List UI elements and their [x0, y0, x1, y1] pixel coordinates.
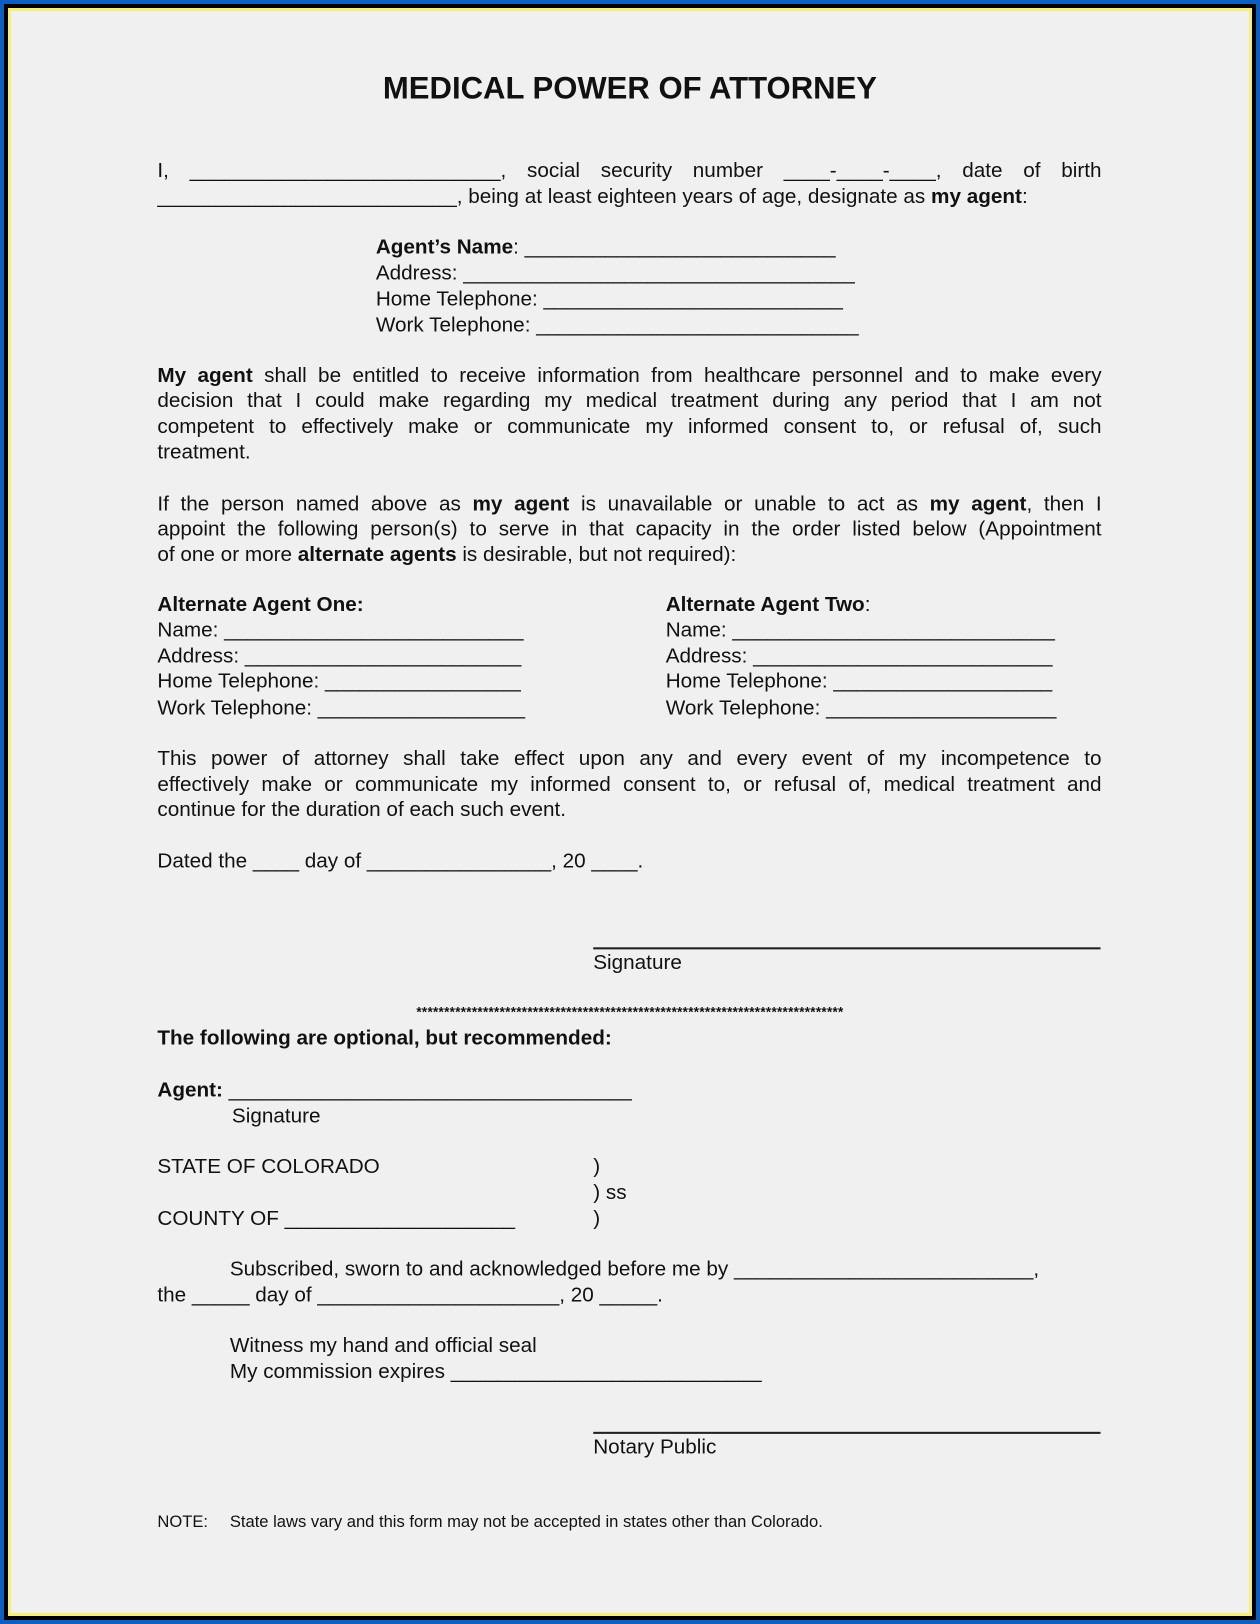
note-text: State laws vary and this form may not be accepted in states other than Colorado. — [229, 1513, 823, 1532]
p2-bold: my agent — [929, 492, 1027, 516]
agent-name-label: Agent’s Name — [375, 236, 514, 259]
p1-line-2: decision that I could make regarding my medical treatment during any period that I am not — [157, 389, 1102, 413]
separator-asterisks: ***************************************************************************** — [416, 1004, 844, 1020]
p1-text: shall be entitled to receive information from healthcare personnel and to make every — [252, 364, 1102, 388]
alt2-work-phone-field: Work Telephone: ____________________ — [665, 696, 1057, 720]
witness-line: Witness my hand and official seal — [229, 1334, 537, 1358]
p2-bold: my agent — [472, 492, 570, 516]
alt1-address-field: Address: ________________________ — [157, 644, 522, 668]
alt1-heading: Alternate Agent One: — [157, 593, 364, 617]
note-label: NOTE: — [157, 1513, 208, 1532]
alt2-heading — [666, 592, 871, 617]
agent-address-field: Address: __________________________________ — [375, 261, 855, 285]
agent-name-blank: : ___________________________ — [513, 236, 836, 259]
agent-signature-field — [157, 1078, 631, 1103]
p2-text: of one or more — [157, 543, 298, 567]
alt2-heading-text: Alternate Agent Two — [665, 593, 865, 617]
p2-line-2: appoint the following person(s) to serve in that capacity in the order listed below (Appointment — [157, 517, 1102, 541]
p1-line-3: competent to effectively make or communicate my informed consent to, or refusal of, such — [157, 415, 1102, 438]
optional-heading: The following are optional, but recommended: — [157, 1027, 612, 1050]
dated-line: Dated the ____ day of ________________, 20 ____. — [157, 849, 644, 873]
agent-name-field — [376, 235, 836, 260]
p2-text: , then I — [1026, 492, 1102, 516]
p2-text: If the person named above as — [157, 492, 473, 516]
county-field: COUNTY OF ____________________ — [157, 1207, 515, 1230]
p1-line-1 — [157, 363, 1101, 388]
p3-line-3: continue for the duration of each such event. — [157, 798, 567, 821]
p2-text: is desirable, but not required): — [456, 543, 737, 567]
paren-1: ) — [593, 1155, 601, 1179]
subscribed-line: Subscribed, sworn to and acknowledged before me by __________________________, — [229, 1257, 1040, 1281]
p2-line-1 — [157, 492, 1101, 517]
signature-label: Signature — [593, 951, 682, 975]
agent-signature-caption: Signature — [231, 1104, 321, 1128]
p1-line-4: treatment. — [157, 441, 251, 464]
alt1-work-phone-field: Work Telephone: __________________ — [157, 696, 526, 720]
intro-bold: my agent — [931, 185, 1022, 209]
alt2-colon: : — [864, 593, 871, 617]
notary-public-label: Notary Public — [593, 1435, 717, 1459]
commission-line: My commission expires ___________________________ — [229, 1360, 762, 1384]
intro-text: __________________________, being at least eighteen years of age, designate as — [157, 185, 932, 209]
p2-text: is unavailable or unable to act as — [569, 492, 930, 516]
p3-line-1: This power of attorney shall take effect upon any and every event of my incompetence to — [157, 747, 1102, 771]
intro-line-2 — [157, 184, 1027, 209]
paren-ss: ) ss — [593, 1181, 627, 1205]
paren-3: ) — [593, 1207, 601, 1230]
alt2-address-field: Address: __________________________ — [665, 644, 1053, 668]
alt2-home-phone-field: Home Telephone: ___________________ — [665, 669, 1053, 693]
p1-bold: My agent — [157, 364, 253, 388]
alt1-home-phone-field: Home Telephone: _________________ — [157, 669, 521, 693]
subscribed-date-line: the _____ day of _____________________, 20 _____. — [157, 1283, 663, 1307]
agent-signature-label: Agent: — [157, 1078, 223, 1102]
p2-line-3 — [157, 542, 1101, 567]
agent-signature-blank: ___________________________________ — [222, 1078, 632, 1102]
signature-line — [593, 947, 1100, 949]
intro-line-1: I, ___________________________, social security number ____-____-____, date of birth — [157, 159, 1102, 183]
state-label: STATE OF COLORADO — [157, 1155, 380, 1179]
notary-signature-line — [593, 1432, 1100, 1434]
p3-line-2: effectively make or communicate my informed consent to, or refusal of, medical treatment and — [157, 773, 1102, 797]
document-title: MEDICAL POWER OF ATTORNEY — [382, 71, 878, 106]
p2-bold: alternate agents — [297, 543, 457, 567]
alt2-name-field: Name: ____________________________ — [665, 619, 1055, 642]
alt1-name-field: Name: __________________________ — [157, 619, 524, 642]
intro-colon: : — [1021, 185, 1028, 209]
agent-work-phone-field: Work Telephone: ____________________________ — [375, 313, 859, 337]
agent-home-phone-field: Home Telephone: __________________________ — [375, 287, 843, 311]
